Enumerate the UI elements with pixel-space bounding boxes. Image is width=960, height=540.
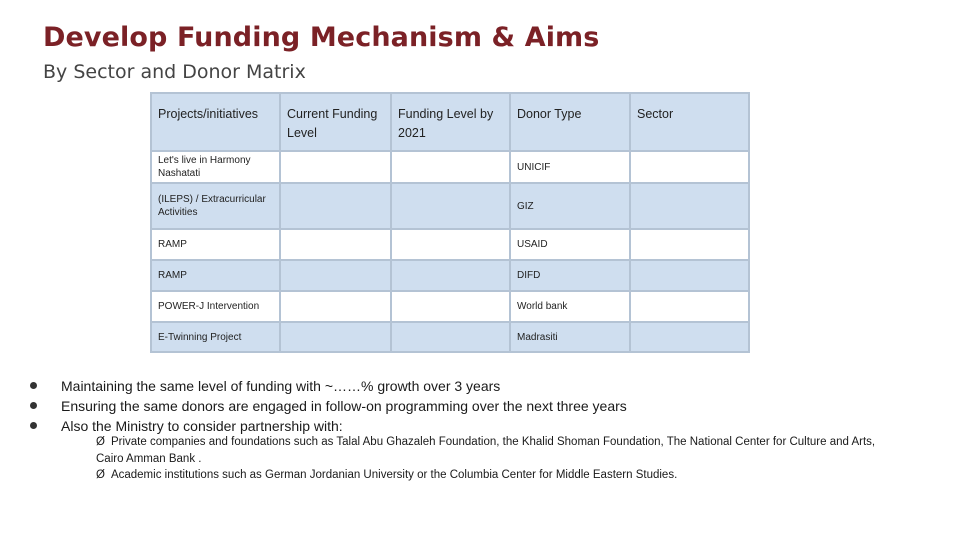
donor-cell: USAID <box>510 229 630 260</box>
sector-cell <box>630 183 749 229</box>
funding-2021-cell <box>391 322 510 352</box>
header-sector: Sector <box>630 93 749 151</box>
current-funding-cell <box>280 291 391 322</box>
project-cell: POWER-J Intervention <box>151 291 280 322</box>
current-funding-cell <box>280 260 391 291</box>
table-row <box>151 151 749 183</box>
table-row <box>151 183 749 229</box>
table-row <box>151 291 749 322</box>
funding-2021-cell <box>391 151 510 183</box>
bullet-text: Ensuring the same donors are engaged in follow-on programming over the next three years <box>61 398 627 414</box>
bullet-dot-icon <box>30 422 37 429</box>
table-row <box>151 260 749 291</box>
donor-cell: DIFD <box>510 260 630 291</box>
arrow-bullet-icon: Ø <box>96 436 105 448</box>
table-header-row <box>151 93 749 151</box>
header-funding-2021: Funding Level by 2021 <box>391 93 510 151</box>
funding-2021-cell <box>391 291 510 322</box>
slide-title: Develop Funding Mechanism & Aims <box>43 22 600 53</box>
donor-cell: Madrasiti <box>510 322 630 352</box>
project-cell: RAMP <box>151 260 280 291</box>
donor-matrix-table <box>150 92 750 353</box>
bullet-item <box>30 396 627 416</box>
header-donor-type: Donor Type <box>510 93 630 151</box>
bullet-text: Also the Ministry to consider partnership with: <box>61 418 343 434</box>
bullet-dot-icon <box>30 382 37 389</box>
subpoint-item <box>96 467 896 484</box>
table-row <box>151 229 749 260</box>
project-cell: RAMP <box>151 229 280 260</box>
project-cell: (ILEPS) / Extracurricular Activities <box>151 183 280 229</box>
donor-cell: GIZ <box>510 183 630 229</box>
subpoint-item <box>96 434 896 467</box>
donor-cell: World bank <box>510 291 630 322</box>
current-funding-cell <box>280 229 391 260</box>
funding-2021-cell <box>391 183 510 229</box>
bullet-dot-icon <box>30 402 37 409</box>
partner-subpoints <box>96 434 896 484</box>
table-row <box>151 322 749 352</box>
current-funding-cell <box>280 151 391 183</box>
bullet-list <box>30 376 627 436</box>
sector-cell <box>630 260 749 291</box>
arrow-bullet-icon: Ø <box>96 469 105 481</box>
subpoint-text: Private companies and foundations such as Talal Abu Ghazaleh Foundation, the Khalid Shoman Foundation, The National Center for Culture and Arts, Cairo Amman Bank . <box>96 436 876 465</box>
funding-2021-cell <box>391 260 510 291</box>
project-cell: E-Twinning Project <box>151 322 280 352</box>
funding-2021-cell <box>391 229 510 260</box>
project-cell: Let's live in Harmony Nashatati <box>151 151 280 183</box>
header-projects: Projects/initiatives <box>151 93 280 151</box>
current-funding-cell <box>280 183 391 229</box>
sector-cell <box>630 291 749 322</box>
current-funding-cell <box>280 322 391 352</box>
header-current-funding: Current Funding Level <box>280 93 391 151</box>
donor-cell: UNICIF <box>510 151 630 183</box>
bullet-text: Maintaining the same level of funding with ~……% growth over 3 years <box>61 378 501 394</box>
sector-cell <box>630 151 749 183</box>
slide-subtitle: By Sector and Donor Matrix <box>43 61 306 83</box>
sector-cell <box>630 229 749 260</box>
bullet-item <box>30 376 627 396</box>
subpoint-text: Academic institutions such as German Jordanian University or the Columbia Center for Middle Eastern Studies. <box>110 469 678 481</box>
sector-cell <box>630 322 749 352</box>
bullet-item <box>30 416 627 436</box>
